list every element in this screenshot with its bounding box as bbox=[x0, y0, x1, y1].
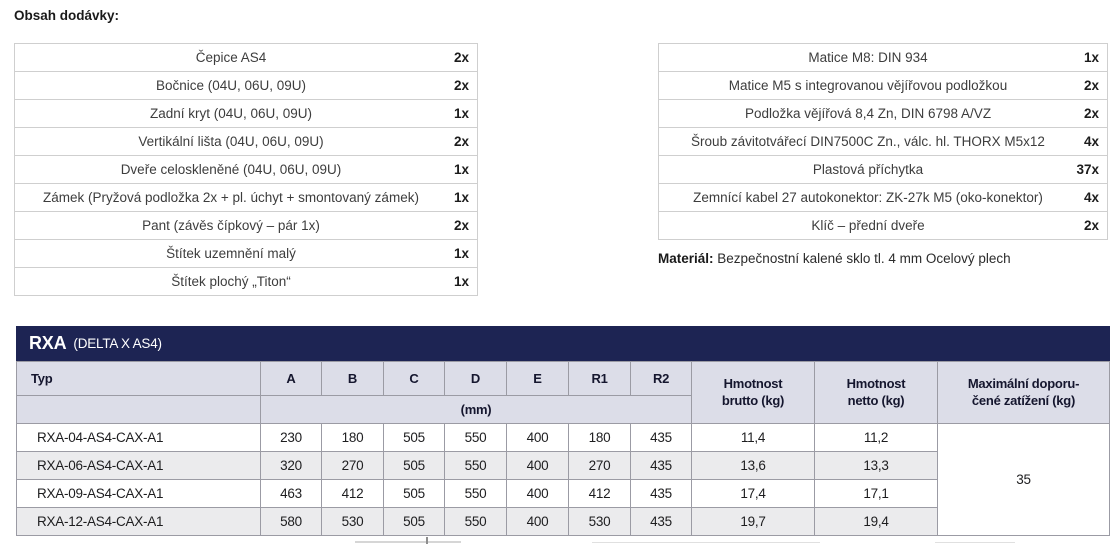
item-qty: 2x bbox=[1083, 106, 1099, 121]
weight-brutto: 13,6 bbox=[692, 452, 815, 480]
item-qty: 1x bbox=[453, 162, 469, 177]
item-label: Klíč – přední dveře bbox=[811, 218, 925, 233]
item-label: Vertikální lišta (04U, 06U, 09U) bbox=[138, 134, 324, 149]
dim-r2: 435 bbox=[631, 480, 692, 508]
typ-value: RXA-04-AS4-CAX-A1 bbox=[17, 424, 261, 452]
item-label: Zadní kryt (04U, 06U, 09U) bbox=[149, 106, 313, 121]
item-qty: 1x bbox=[453, 274, 469, 289]
delivery-row bbox=[658, 71, 1108, 100]
dim-r2: 435 bbox=[631, 452, 692, 480]
item-label: Matice M5 s integrovanou vějířovou podložkou bbox=[728, 78, 1008, 93]
item-qty: 1x bbox=[453, 246, 469, 261]
column-header-netto bbox=[815, 362, 938, 424]
delivery-row bbox=[14, 99, 478, 128]
delivery-row bbox=[14, 183, 478, 212]
column-header-netto-line1: Hmotnost bbox=[846, 375, 906, 391]
item-qty: 2x bbox=[1083, 218, 1099, 233]
cropped-figure-tick bbox=[426, 537, 428, 544]
column-header-d: D bbox=[445, 362, 507, 396]
item-qty: 1x bbox=[453, 106, 469, 121]
spec-table-titlebar bbox=[16, 326, 1110, 361]
item-qty: 2x bbox=[453, 78, 469, 93]
item-qty: 2x bbox=[1083, 78, 1099, 93]
typ-value: RXA-09-AS4-CAX-A1 bbox=[17, 480, 261, 508]
item-label: Zemnící kabel 27 autokonektor: ZK-27k M5 (oko-konektor) bbox=[693, 190, 1043, 205]
dim-a: 463 bbox=[261, 480, 322, 508]
dim-b: 530 bbox=[322, 508, 384, 536]
delivery-row bbox=[658, 127, 1108, 156]
item-label: Štítek plochý „Titon“ bbox=[171, 274, 291, 289]
delivery-row bbox=[14, 71, 478, 100]
dim-r1: 530 bbox=[569, 508, 631, 536]
spec-row bbox=[17, 424, 1110, 452]
item-label: Plastová příchytka bbox=[812, 162, 924, 177]
dim-d: 550 bbox=[445, 424, 507, 452]
empty-cell bbox=[17, 396, 261, 424]
dim-c: 505 bbox=[384, 452, 445, 480]
weight-netto: 19,4 bbox=[815, 508, 938, 536]
spec-table-title: RXA bbox=[29, 333, 67, 353]
delivery-table-left bbox=[14, 43, 478, 296]
weight-brutto: 17,4 bbox=[692, 480, 815, 508]
dim-r2: 435 bbox=[631, 424, 692, 452]
delivery-row bbox=[14, 155, 478, 184]
dim-e: 400 bbox=[507, 452, 569, 480]
delivery-row bbox=[658, 183, 1108, 212]
item-label: Bočnice (04U, 06U, 09U) bbox=[155, 78, 307, 93]
dim-b: 412 bbox=[322, 480, 384, 508]
cropped-figure-mark bbox=[355, 541, 461, 543]
cropped-figure-mark bbox=[592, 542, 820, 543]
item-label: Pant (závěs čípkový – pár 1x) bbox=[142, 218, 320, 233]
dim-c: 505 bbox=[384, 424, 445, 452]
dim-a: 230 bbox=[261, 424, 322, 452]
item-qty: 1x bbox=[1083, 50, 1099, 65]
dim-e: 400 bbox=[507, 424, 569, 452]
delivery-row bbox=[658, 211, 1108, 240]
typ-value: RXA-12-AS4-CAX-A1 bbox=[17, 508, 261, 536]
spec-table bbox=[16, 361, 1110, 536]
weight-brutto: 11,4 bbox=[692, 424, 815, 452]
delivery-row bbox=[14, 239, 478, 268]
item-label: Čepice AS4 bbox=[195, 50, 267, 65]
item-qty: 2x bbox=[453, 50, 469, 65]
dim-b: 270 bbox=[322, 452, 384, 480]
weight-netto: 11,2 bbox=[815, 424, 938, 452]
dim-b: 180 bbox=[322, 424, 384, 452]
dim-d: 550 bbox=[445, 480, 507, 508]
item-qty: 2x bbox=[453, 134, 469, 149]
item-qty: 4x bbox=[1083, 134, 1099, 149]
dim-r1: 180 bbox=[569, 424, 631, 452]
column-header-c: C bbox=[384, 362, 445, 396]
material-note bbox=[658, 251, 1011, 266]
dim-r2: 435 bbox=[631, 508, 692, 536]
column-header-max-load bbox=[938, 362, 1110, 424]
delivery-row bbox=[14, 43, 478, 72]
typ-value: RXA-06-AS4-CAX-A1 bbox=[17, 452, 261, 480]
item-label: Podložka vějířová 8,4 Zn, DIN 6798 A/VZ bbox=[744, 106, 992, 121]
max-load-value: 35 bbox=[938, 424, 1110, 536]
dim-e: 400 bbox=[507, 480, 569, 508]
item-label: Matice M8: DIN 934 bbox=[808, 50, 928, 65]
delivery-row bbox=[14, 267, 478, 296]
column-header-b: B bbox=[322, 362, 384, 396]
spec-header-row bbox=[17, 362, 1110, 396]
delivery-row bbox=[658, 43, 1108, 72]
delivery-row bbox=[14, 127, 478, 156]
weight-brutto: 19,7 bbox=[692, 508, 815, 536]
cropped-figure-mark bbox=[935, 542, 1015, 543]
delivery-row bbox=[658, 99, 1108, 128]
item-label: Zámek (Pryžová podložka 2x + pl. úchyt + smontovaný zámek) bbox=[43, 190, 419, 205]
dim-a: 320 bbox=[261, 452, 322, 480]
column-header-netto-line2: netto (kg) bbox=[847, 392, 905, 408]
delivery-table-right bbox=[658, 43, 1108, 240]
page-title: Obsah dodávky: bbox=[14, 8, 120, 23]
item-qty: 37x bbox=[1076, 162, 1099, 177]
material-text: Bezpečnostní kalené sklo tl. 4 mm Ocelový plech bbox=[713, 251, 1011, 266]
delivery-row bbox=[658, 155, 1108, 184]
column-header-r1: R1 bbox=[569, 362, 631, 396]
column-header-a: A bbox=[261, 362, 322, 396]
column-header-brutto bbox=[692, 362, 815, 424]
column-header-r2: R2 bbox=[631, 362, 692, 396]
item-qty: 4x bbox=[1083, 190, 1099, 205]
column-header-max-line2: čené zatížení (kg) bbox=[971, 392, 1076, 408]
column-header-brutto-line1: Hmotnost bbox=[723, 375, 783, 391]
delivery-row bbox=[14, 211, 478, 240]
item-label: Štítek uzemnění malý bbox=[166, 246, 296, 261]
dim-d: 550 bbox=[445, 508, 507, 536]
spec-table-subtitle: (DELTA X AS4) bbox=[73, 336, 162, 351]
column-header-e: E bbox=[507, 362, 569, 396]
dim-a: 580 bbox=[261, 508, 322, 536]
dim-c: 505 bbox=[384, 480, 445, 508]
dim-r1: 412 bbox=[569, 480, 631, 508]
column-header-brutto-line2: brutto (kg) bbox=[721, 392, 785, 408]
weight-netto: 13,3 bbox=[815, 452, 938, 480]
item-qty: 1x bbox=[453, 190, 469, 205]
column-header-typ: Typ bbox=[17, 362, 261, 396]
dim-e: 400 bbox=[507, 508, 569, 536]
unit-label: (mm) bbox=[261, 396, 692, 424]
item-label: Dveře celoskleněné (04U, 06U, 09U) bbox=[120, 162, 342, 177]
item-label: Šroub závitotvářecí DIN7500C Zn., válc. hl. THORX M5x12 bbox=[691, 134, 1045, 149]
dim-c: 505 bbox=[384, 508, 445, 536]
dim-r1: 270 bbox=[569, 452, 631, 480]
weight-netto: 17,1 bbox=[815, 480, 938, 508]
dim-d: 550 bbox=[445, 452, 507, 480]
item-qty: 2x bbox=[453, 218, 469, 233]
column-header-max-line1: Maximální doporu- bbox=[967, 375, 1080, 391]
spec-table-section bbox=[16, 326, 1110, 536]
material-label: Materiál: bbox=[658, 251, 714, 266]
